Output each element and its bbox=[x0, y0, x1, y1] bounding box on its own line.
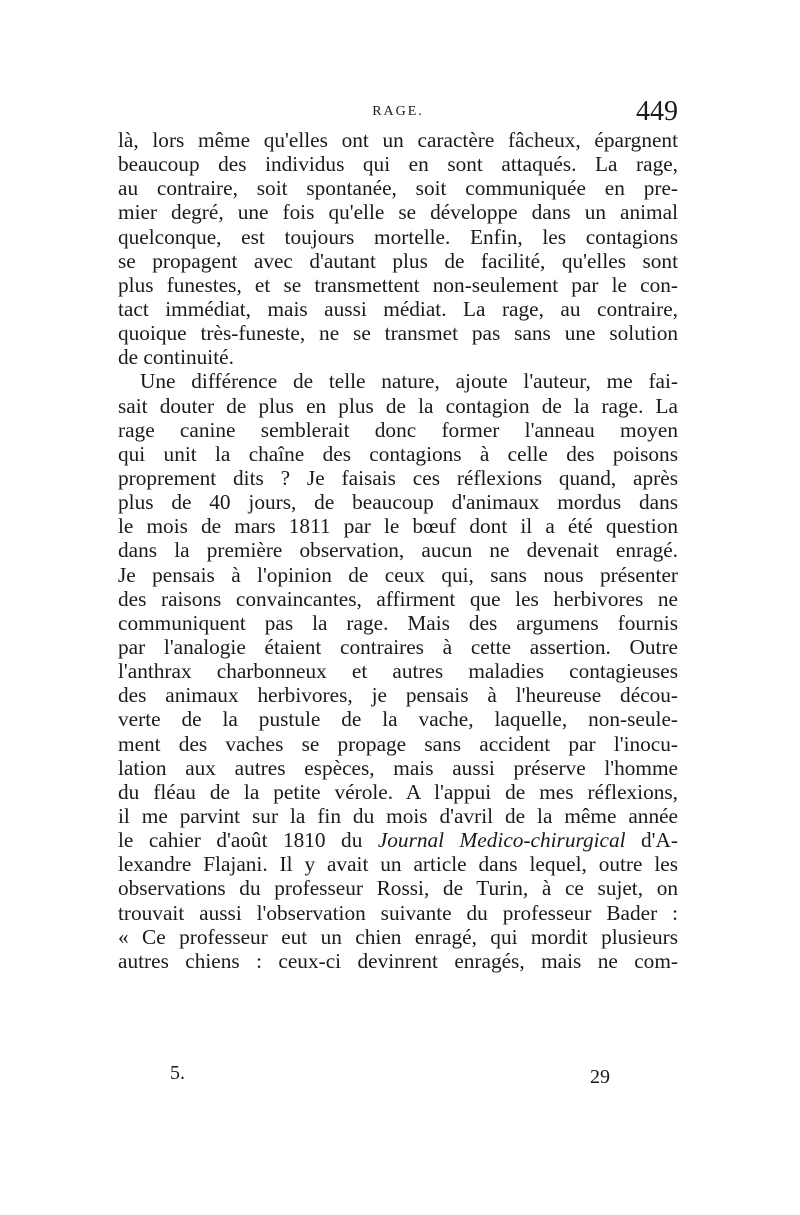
text-line: il me parvint sur la fin du mois d'avril de la même année bbox=[118, 803, 678, 828]
text-line: lexandre Flajani. Il y avait un article dans lequel, outre les bbox=[118, 852, 678, 877]
sheet-number: 29 bbox=[590, 1066, 610, 1088]
text-line: verte de la pustule de la vache, laquelle, non-seule- bbox=[118, 707, 678, 732]
text-line: des raisons convaincantes, affirment que les herbivores ne bbox=[118, 586, 678, 611]
text-line: « Ce professeur eut un chien enragé, qui mordit plusieurs bbox=[118, 924, 678, 949]
text-line: proprement dits ? Je faisais ces réflexions quand, après bbox=[118, 465, 678, 490]
text-line: plus de 40 jours, de beaucoup d'animaux mordus dans bbox=[118, 490, 678, 515]
page-footer bbox=[170, 1062, 610, 1092]
text-line: quoique très-funeste, ne se transmet pas sans une solution bbox=[118, 321, 678, 346]
text-line: Une différence de telle nature, ajoute l'auteur, me fai- bbox=[140, 369, 678, 394]
text-line: quelconque, est toujours mortelle. Enfin, les contagions bbox=[118, 224, 678, 249]
text-line: le mois de mars 1811 par le bœuf dont il a été question bbox=[118, 514, 678, 539]
page-number: 449 bbox=[636, 96, 678, 127]
text-line: dans la première observation, aucun ne devenait enragé. bbox=[118, 538, 678, 563]
text-line: l'anthrax charbonneux et autres maladies contagieuses bbox=[118, 659, 678, 684]
running-title: RAGE. bbox=[372, 104, 424, 119]
text-line: plus funestes, et se transmettent non-seulement par le con- bbox=[118, 272, 678, 297]
text-line: lation aux autres espèces, mais aussi préserve l'homme bbox=[118, 755, 678, 780]
text-line-with-journal-title bbox=[118, 828, 678, 852]
signature-mark: 5. bbox=[170, 1062, 185, 1084]
body-text bbox=[118, 128, 678, 973]
text-line: trouvait aussi l'observation suivante du professeur Bader : bbox=[118, 900, 678, 925]
text-line: sait douter de plus en plus de la contagion de la rage. La bbox=[118, 393, 678, 418]
text-line: au contraire, soit spontanée, soit communiquée en pre- bbox=[118, 176, 678, 201]
text-line: ment des vaches se propage sans accident par l'inocu- bbox=[118, 731, 678, 756]
text-line: autres chiens : ceux-ci devinrent enragés, mais ne com- bbox=[118, 948, 678, 973]
text-line: des animaux herbivores, je pensais à l'heureuse décou- bbox=[118, 683, 678, 708]
text-line: du fléau de la petite vérole. A l'appui de mes réflexions, bbox=[118, 779, 678, 804]
text-line: de continuité. bbox=[118, 345, 234, 370]
text-line: communiquent pas la rage. Mais des argumens fournis bbox=[118, 610, 678, 635]
text-line: qui unit la chaîne des contagions à celle des poisons bbox=[118, 441, 678, 466]
text-line: observations du professeur Rossi, de Turin, à ce sujet, on bbox=[118, 876, 678, 901]
paragraph-2 bbox=[118, 369, 678, 973]
line-prefix: le cahier d'août 1810 du bbox=[118, 828, 378, 853]
journal-title: Journal Medico-chirurgical bbox=[377, 828, 626, 853]
text-line: Je pensais à l'opinion de ceux qui, sans nous présenter bbox=[118, 562, 678, 587]
text-line: mier degré, une fois qu'elle se développe dans un animal bbox=[118, 200, 678, 225]
line-suffix: d'A- bbox=[625, 828, 678, 853]
text-line: tact immédiat, mais aussi médiat. La rage, au contraire, bbox=[118, 296, 678, 321]
text-line: se propagent avec d'autant plus de facilité, qu'elles sont bbox=[118, 248, 678, 273]
text-line: par l'analogie étaient contraires à cette assertion. Outre bbox=[118, 634, 678, 659]
text-line: beaucoup des individus qui en sont attaqués. La rage, bbox=[118, 152, 678, 177]
paragraph-1 bbox=[118, 128, 678, 369]
text-line: rage canine semblerait donc former l'anneau moyen bbox=[118, 417, 678, 442]
text-line: là, lors même qu'elles ont un caractère fâcheux, épargnent bbox=[118, 128, 678, 152]
